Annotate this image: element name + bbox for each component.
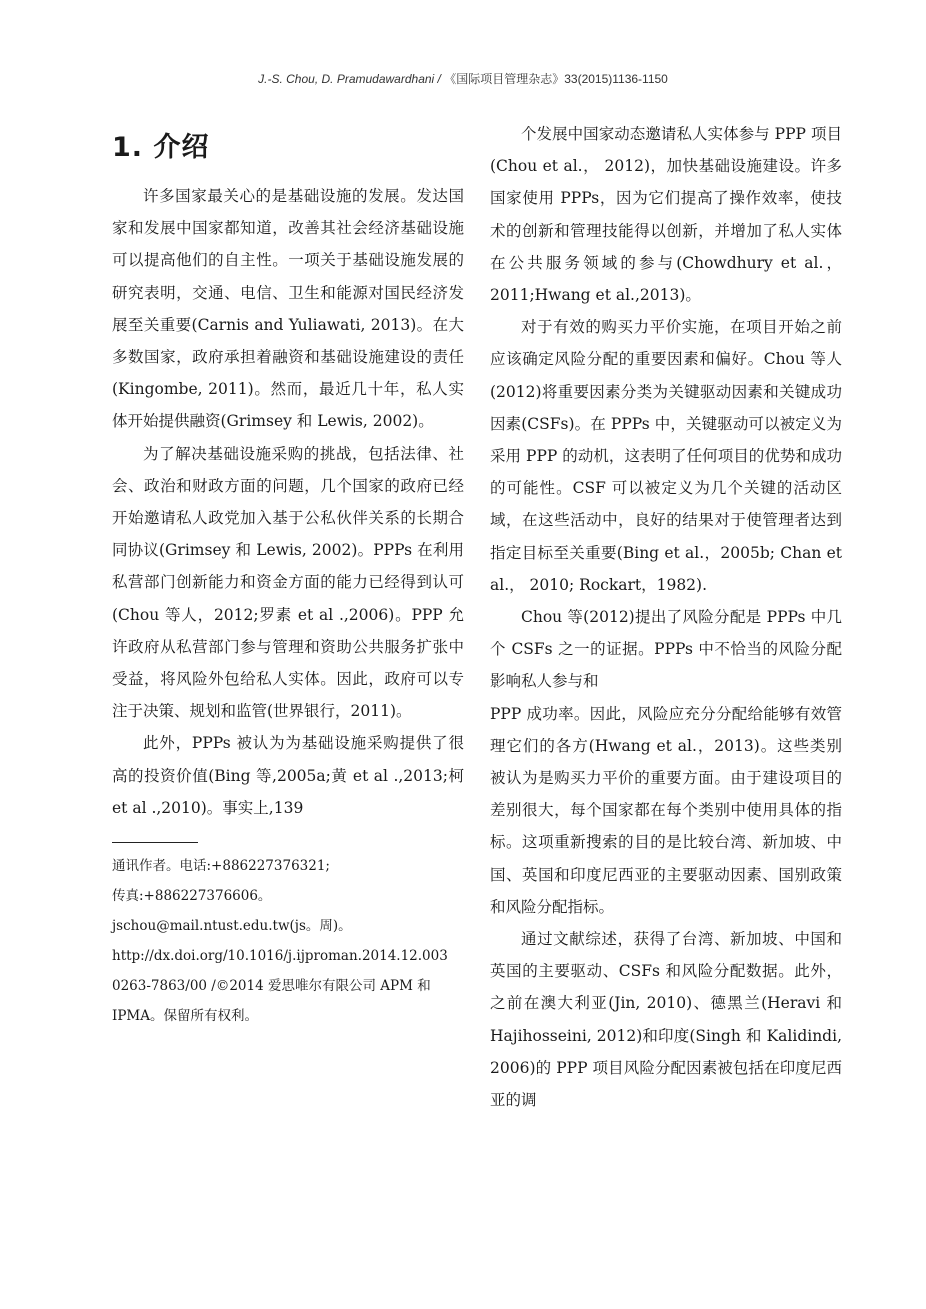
paragraph: 通过文献综述，获得了台湾、新加坡、中国和英国的主要驱动、CSFs 和风险分配数据。此外，之前在澳大利亚(Jin, 2010)、德黑兰(Heravi 和 Hajihosseini, 2012)和印度(Singh 和 Kalidindi, 2006)的 PPP 项目风险分配因素被包括在印度尼西亚的调 [490, 930, 842, 1110]
paragraph: PPP 成功率。因此，风险应充分分配给能够有效管理它们的各方(Hwang et al.，2013)。这些类别被认为是购买力平价的重要方面。由于建设项目的差别很大，每个国家都在每个类别中使用具体的指标。这项重新搜索的目的是比较台湾、新加坡、中国、英国和印度尼西亚的主要驱动因素、国别政策和风险分配指标。 [490, 704, 842, 916]
running-head-journal: 《国际项目管理杂志》33(2015)1136-1150 [444, 72, 668, 86]
footnote-correspondence: 通讯作者。电话:+886227376321; [112, 858, 330, 875]
paragraph: Chou 等(2012)提出了风险分配是 PPPs 中几个 CSFs 之一的证据。PPPs 中不恰当的风险分配影响私人参与和 [490, 608, 842, 691]
footnote-divider [112, 842, 198, 843]
footnote-doi-link[interactable]: http://dx.doi.org/10.1016/j.ijproman.2014.12.003 [112, 948, 448, 965]
footnote-email[interactable]: jschou@mail.ntust.edu.tw(js。周)。 [112, 918, 352, 935]
left-column [112, 118, 464, 1031]
paragraph: 为了解决基础设施采购的挑战，包括法律、社会、政治和财政方面的问题，几个国家的政府已经开始邀请私人政党加入基于公私伙伴关系的长期合同协议(Grimsey 和 Lewis, 2002)。PPPs 在利用私营部门创新能力和资金方面的能力已经得到认可(Chou 等人，2012;罗素 et al .,2006)。PPP 允许政府从私营部门参与管理和资助公共服务扩张中受益，将风险外包给私人实体。因此，政府可以专注于决策、规划和监管(世界银行，2011)。 [112, 444, 464, 721]
paragraph: 对于有效的购买力平价实施，在项目开始之前应该确定风险分配的重要因素和偏好。Chou 等人(2012)将重要因素分类为关键驱动因素和关键成功因素(CSFs)。在 PPPs 中，关键驱动可以被定义为采用 PPP 的动机，这表明了任何项目的优势和成功的可能性。CSF 可以被定义为几个关键的活动区域，在这些活动中，良好的结果对于使管理者达到指定目标至关重要(Bing et al.，2005b; Chan et al.， 2010; Rockart，1982). [490, 318, 842, 594]
footnote-copyright: 0263-7863/00 /©2014 爱思唯尔有限公司 APM 和 IPMA。保留所有权利。 [112, 978, 431, 1025]
footnote-fax: 传真:+886227376606。 [112, 888, 272, 905]
right-column [490, 118, 842, 1116]
paragraph: 许多国家最关心的是基础设施的发展。发达国家和发展中国家都知道，改善其社会经济基础设施可以提高他们的自主性。一项关于基础设施发展的研究表明，交通、电信、卫生和能源对国民经济发展至关重要(Carnis and Yuliawati, 2013)。在大多数国家，政府承担着融资和基础设施建设的责任(Kingombe, 2011)。然而，最近几十年，私人实体开始提供融资(Grimsey 和 Lewis, 2002)。 [112, 187, 464, 431]
paragraph: 此外，PPPs 被认为为基础设施采购提供了很高的投资价值(Bing 等,2005a;黄 et al .,2013;柯 et al .,2010)。事实上,139 [112, 734, 464, 817]
section-heading: 1. 介绍 [112, 132, 210, 163]
running-head-authors: J.-S. Chou, D. Pramudawardhani / [258, 72, 441, 86]
footnotes [112, 851, 464, 1031]
paragraph: 个发展中国家动态邀请私人实体参与 PPP 项目(Chou et al.， 2012)，加快基础设施建设。许多国家使用 PPPs，因为它们提高了操作效率，使技术的创新和管理技能得以创新，并增加了私人实体在公共服务领域的参与(Chowdhury et al.，2011;Hwang et al.,2013)。 [490, 125, 842, 305]
running-head [0, 70, 926, 87]
